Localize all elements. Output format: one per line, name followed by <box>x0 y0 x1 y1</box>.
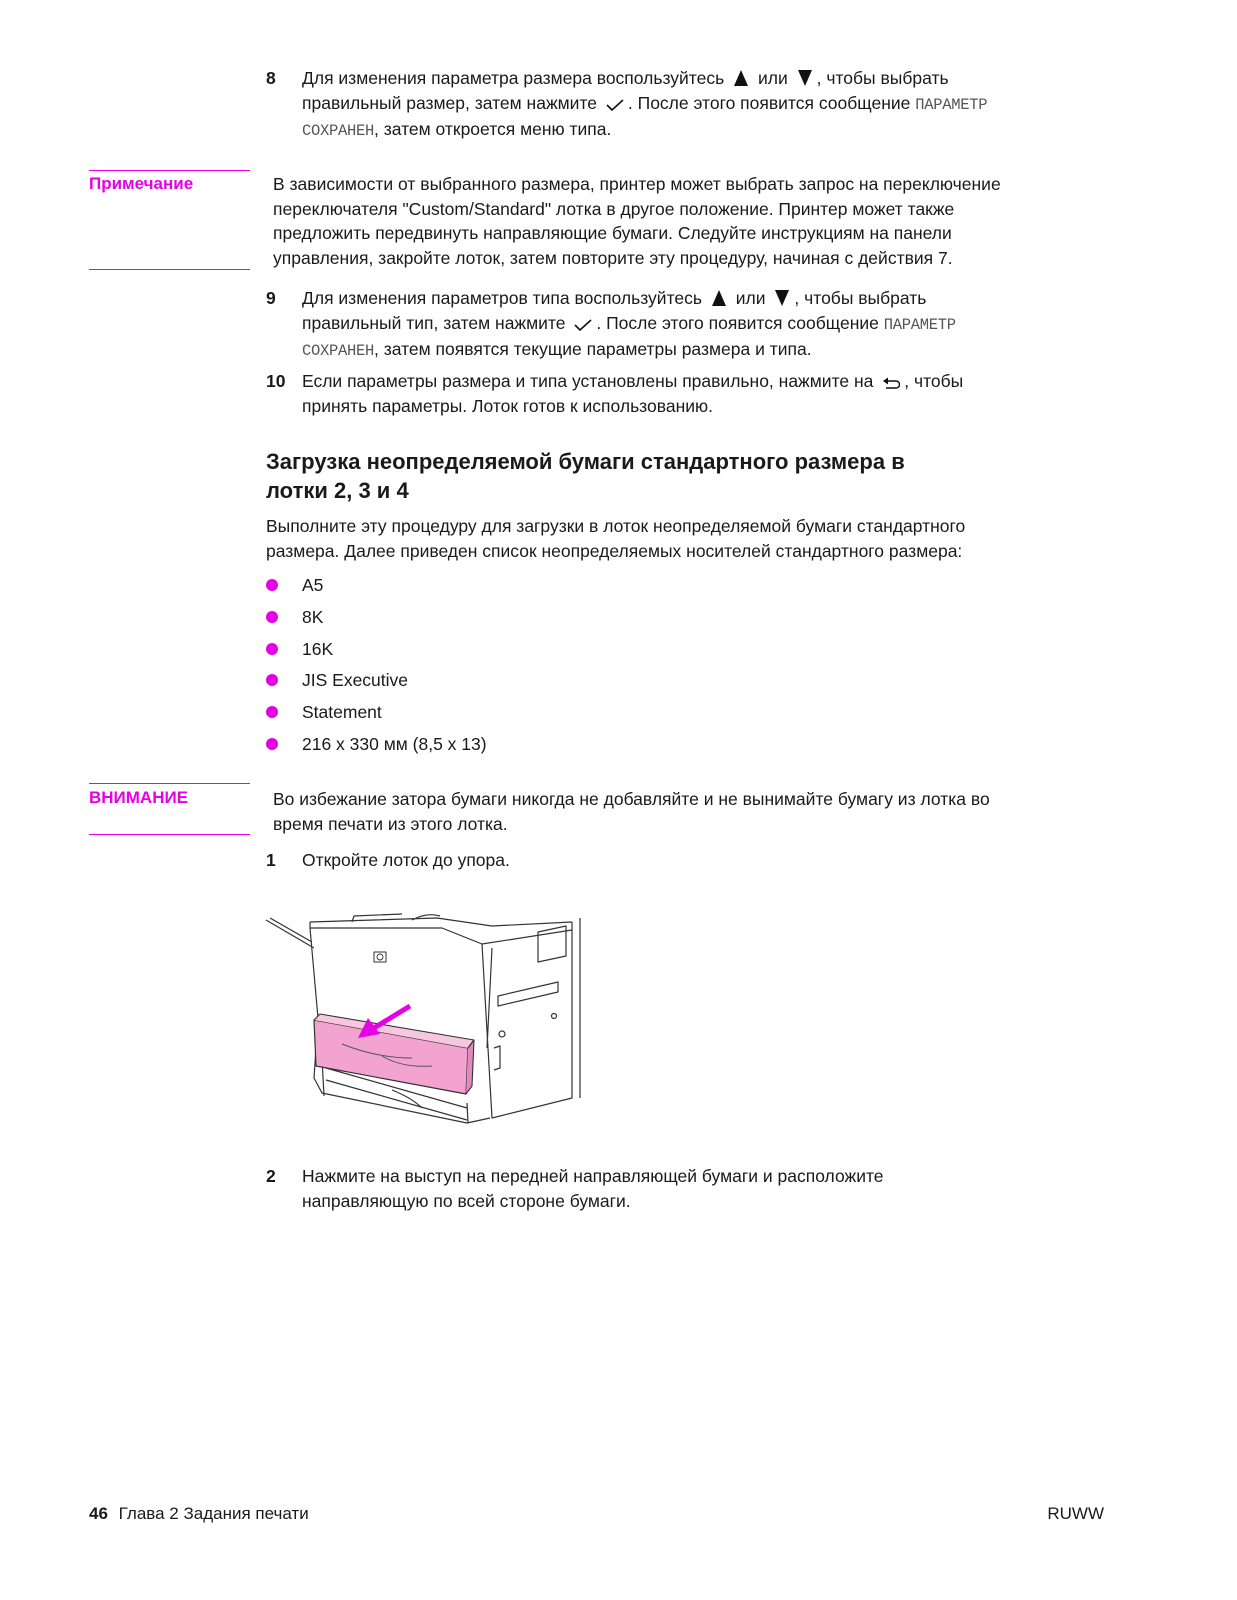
section-title <box>266 447 1066 505</box>
caution-line: время печати из этого лотка. <box>273 813 508 834</box>
step-2-text <box>302 1164 1122 1213</box>
footer-chapter: Глава 2 Задания печати <box>118 1504 309 1523</box>
step-2-line: направляющую по всей стороне бумаги. <box>302 1190 631 1211</box>
note-label: Примечание <box>89 174 194 193</box>
down-arrow-icon <box>774 289 790 307</box>
footer-right: RUWW <box>1047 1504 1104 1523</box>
bullet-item: JIS Executive <box>302 670 409 690</box>
step-8-message-b: СОХРАНЕН <box>302 122 375 140</box>
intro-line: Выполните эту процедуру для загрузки в лоток неопределяемой бумаги стандартного <box>266 516 966 536</box>
bullet-dot <box>266 674 278 686</box>
caution-bottom-rule <box>89 834 250 835</box>
step-8-text-d: правильный размер, затем нажмите <box>302 92 598 113</box>
step-9-text-b: или <box>735 288 766 308</box>
step-9-text-d: правильный тип, затем нажмите <box>302 312 566 333</box>
footer-left <box>89 1504 309 1524</box>
step-8-text-f: , затем откроется меню типа. <box>374 119 612 139</box>
step-9-message-b: СОХРАНЕН <box>302 342 375 360</box>
step-9-text-e: . После этого появится сообщение <box>596 312 879 333</box>
caution-top-rule <box>89 783 250 784</box>
up-arrow-icon <box>733 69 749 87</box>
note-line: переключателя "Custom/Standard" лотка в другое положение. Принтер может также <box>273 198 955 219</box>
step-8-text-b: или <box>757 68 788 88</box>
bullet-item: 8K <box>302 607 324 627</box>
step-8-text <box>302 66 1122 144</box>
down-arrow-icon <box>797 69 813 87</box>
step-9-text-a: Для изменения параметров типа воспользуйтесь <box>302 288 703 308</box>
checkmark-icon <box>574 318 592 332</box>
intro-line: размера. Далее приведен список неопределяемых носителей стандартного размера: <box>266 540 963 561</box>
step-9-text <box>302 286 1122 364</box>
caution-body <box>273 787 1123 836</box>
step-10-number: 10 <box>266 371 286 391</box>
step-8-number: 8 <box>266 68 276 88</box>
step-10-text-b: , чтобы <box>904 371 964 391</box>
note-bottom-rule <box>89 269 250 270</box>
step-8-text-a: Для изменения параметра размера воспользуйтесь <box>302 68 725 88</box>
step-9-text-c: , чтобы выбрать <box>794 288 927 308</box>
bullet-dot <box>266 611 278 623</box>
note-body <box>273 172 1123 270</box>
step-1-text: Откройте лоток до упора. <box>302 850 510 870</box>
section-title-line: Загрузка неопределяемой бумаги стандартного размера в <box>266 449 905 474</box>
bullet-item: Statement <box>302 702 382 722</box>
step-9-message-a: ПАРАМЕТР <box>883 315 956 334</box>
printer-tray-illustration <box>262 908 592 1133</box>
up-arrow-icon <box>711 289 727 307</box>
step-10-text-a: Если параметры размера и типа установлены правильно, нажмите на <box>302 371 874 391</box>
bullet-dot <box>266 706 278 718</box>
step-2-line: Нажмите на выступ на передней направляющей бумаги и расположите <box>302 1166 884 1186</box>
caution-label: ВНИМАНИЕ <box>89 788 189 807</box>
step-10-text <box>302 369 1122 418</box>
section-intro <box>266 514 1116 563</box>
section-title-line: лотки 2, 3 и 4 <box>266 478 409 503</box>
bullet-dot <box>266 579 278 591</box>
caution-line: Во избежание затора бумаги никогда не добавляйте и не вынимайте бумагу из лотка во <box>273 789 990 809</box>
note-top-rule <box>89 170 250 171</box>
note-line: предложить передвинуть направляющие бумаги. Следуйте инструкциям на панели <box>273 223 952 243</box>
footer-page-number: 46 <box>89 1504 108 1523</box>
bullet-item: 16K <box>302 639 334 659</box>
step-2-number: 2 <box>266 1166 276 1186</box>
step-10-text-c: принять параметры. Лоток готов к использованию. <box>302 395 714 416</box>
bullet-dot <box>266 738 278 750</box>
step-8-message-a: ПАРАМЕТР <box>915 95 988 114</box>
back-arrow-icon <box>882 376 900 390</box>
step-9-text-f: , затем появятся текущие параметры размера и типа. <box>374 339 812 359</box>
bullet-item: A5 <box>302 575 324 595</box>
step-1-number: 1 <box>266 850 276 870</box>
step-9-number: 9 <box>266 288 276 308</box>
step-8-text-c: , чтобы выбрать <box>816 68 949 88</box>
bullet-dot <box>266 643 278 655</box>
step-8-text-e: . После этого появится сообщение <box>627 92 911 113</box>
bullet-item: 216 x 330 мм (8,5 x 13) <box>302 734 487 754</box>
note-line: В зависимости от выбранного размера, принтер может выбрать запрос на переключение <box>273 174 1001 194</box>
checkmark-icon <box>606 98 624 112</box>
note-line: управления, закройте лоток, затем повторите эту процедуру, начиная с действия 7. <box>273 247 953 268</box>
